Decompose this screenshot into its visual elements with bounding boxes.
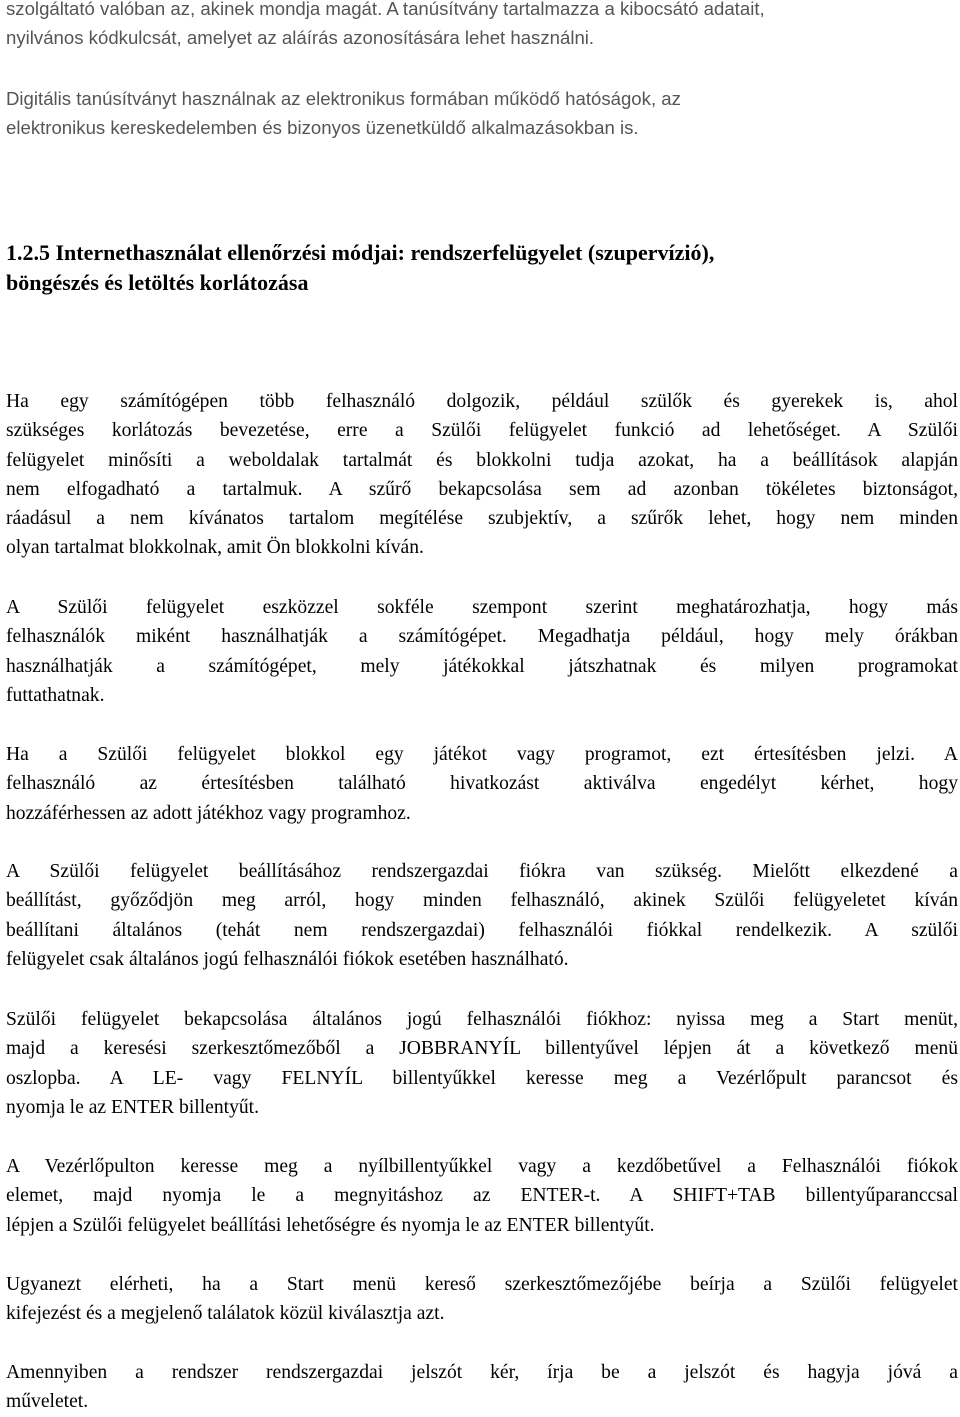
text-line: nyomja le az ENTER billentyűt. xyxy=(6,1096,260,1118)
intro-paragraph xyxy=(6,84,958,143)
text-line: lépjen a Szülői felügyelet beállítási lehetőségre és nyomja le az ENTER billentyűt. xyxy=(6,1214,655,1236)
text-line: futtathatnak. xyxy=(6,684,105,706)
text-line: elektronikus kereskedelemben és bizonyos üzenetküldő alkalmazásokban is. xyxy=(6,117,639,139)
text-line: A Vezérlőpulton keresse meg a nyílbillentyűkkel vagy a kezdőbetűvel a Felhasználói fiókok xyxy=(6,1156,958,1177)
text-line: ráadásul a nem kívánatos tartalom megítélése szubjektív, a szűrők lehet, hogy nem minden xyxy=(6,508,958,530)
body-paragraph xyxy=(6,1152,958,1240)
heading-line: 1.2.5 Internethasználat ellenőrzési módjai: rendszerfelügyelet (szupervízió), xyxy=(6,240,715,265)
text-line: nem elfogadható a tartalmuk. A szűrő bekapcsolása sem ad azonban tökéletes biztonságot, xyxy=(6,478,958,500)
body-paragraph xyxy=(6,593,958,710)
text-line: majd a keresési szerkesztőmezőből a JOBBRANYÍL billentyűvel lépjen át a következő menü xyxy=(6,1038,958,1060)
text-line: beállítani általános (tehát nem rendszergazdai) felhasználói fiókkal rendelkezik. A szülői xyxy=(6,919,958,941)
text-line: olyan tartalmat blokkolnak, amit Ön blokkolni kíván. xyxy=(6,537,424,559)
text-line: beállítást, győződjön meg arról, hogy minden felhasználó, akinek Szülői felügyeletet kíván xyxy=(6,890,958,912)
text-line: szükséges korlátozás bevezetése, erre a Szülői felügyelet funkció ad lehetőséget. A Szülői xyxy=(6,420,958,442)
body-paragraph xyxy=(6,387,958,563)
text-line: Digitális tanúsítványt használnak az elektronikus formában működő hatóságok, az xyxy=(6,88,681,109)
text-line: A Szülői felügyelet beállításához rendszergazdai fiókra van szükség. Mielőtt elkezdené a xyxy=(6,861,958,882)
text-line: használhatják a számítógépet, mely játékokkal játszhatnak és milyen programokat xyxy=(6,655,958,677)
text-line: kifejezést és a megjelenő találatok közül kiválasztja azt. xyxy=(6,1303,445,1325)
intro-fragment-paragraph xyxy=(6,0,958,53)
text-line: műveletet. xyxy=(6,1391,89,1413)
text-line: hozzáférhessen az adott játékhoz vagy programhoz. xyxy=(6,802,411,824)
text-line: felhasználók miként használhatják a számítógépet. Megadhatja például, hogy mely órákban xyxy=(6,626,958,648)
heading-line: böngészés és letöltés korlátozása xyxy=(6,269,309,295)
body-paragraph xyxy=(6,1270,958,1329)
text-line: Amennyiben a rendszer rendszergazdai jelszót kér, írja be a jelszót és hagyja jóvá a xyxy=(6,1362,958,1383)
body-paragraph xyxy=(6,1005,958,1122)
text-line: oszlopba. A LE- vagy FELNYÍL billentyűkkel keresse meg a Vezérlőpult parancsot és xyxy=(6,1067,958,1089)
text-line: felhasználó az értesítésben található hivatkozást aktiválva engedélyt kérhet, hogy xyxy=(6,773,958,795)
section-heading xyxy=(6,238,958,297)
body-paragraph xyxy=(6,740,958,828)
text-line: felügyelet csak általános jogú felhasználói fiókok esetében használható. xyxy=(6,948,569,970)
text-line: Ha a Szülői felügyelet blokkol egy játékot vagy programot, ezt értesítésben jelzi. A xyxy=(6,744,958,765)
text-line: A Szülői felügyelet eszközzel sokféle szempont szerint meghatározhatja, hogy más xyxy=(6,597,958,618)
text-line: Szülői felügyelet bekapcsolása általános jogú felhasználói fiókhoz: nyissa meg a Start menüt, xyxy=(6,1009,958,1030)
text-line: elemet, majd nyomja le a megnyitáshoz az ENTER-t. A SHIFT+TAB billentyűparanccsal xyxy=(6,1185,958,1207)
text-line: Ha egy számítógépen több felhasználó dolgozik, például szülők és gyerekek is, ahol xyxy=(6,391,958,412)
body-paragraph xyxy=(6,1358,958,1417)
body-paragraph xyxy=(6,857,958,974)
text-line: Ugyanezt elérheti, ha a Start menü kereső szerkesztőmezőjébe beírja a Szülői felügyelet xyxy=(6,1274,958,1295)
text-line: felügyelet minősíti a weboldalak tartalmát és blokkolni tudja azokat, ha a beállítások alapján xyxy=(6,449,958,471)
text-line: nyilvános kódkulcsát, amelyet az aláírás azonosítására lehet használni. xyxy=(6,27,595,49)
text-line: szolgáltató valóban az, akinek mondja magát. A tanúsítvány tartalmazza a kibocsátó adatait, xyxy=(6,0,765,19)
